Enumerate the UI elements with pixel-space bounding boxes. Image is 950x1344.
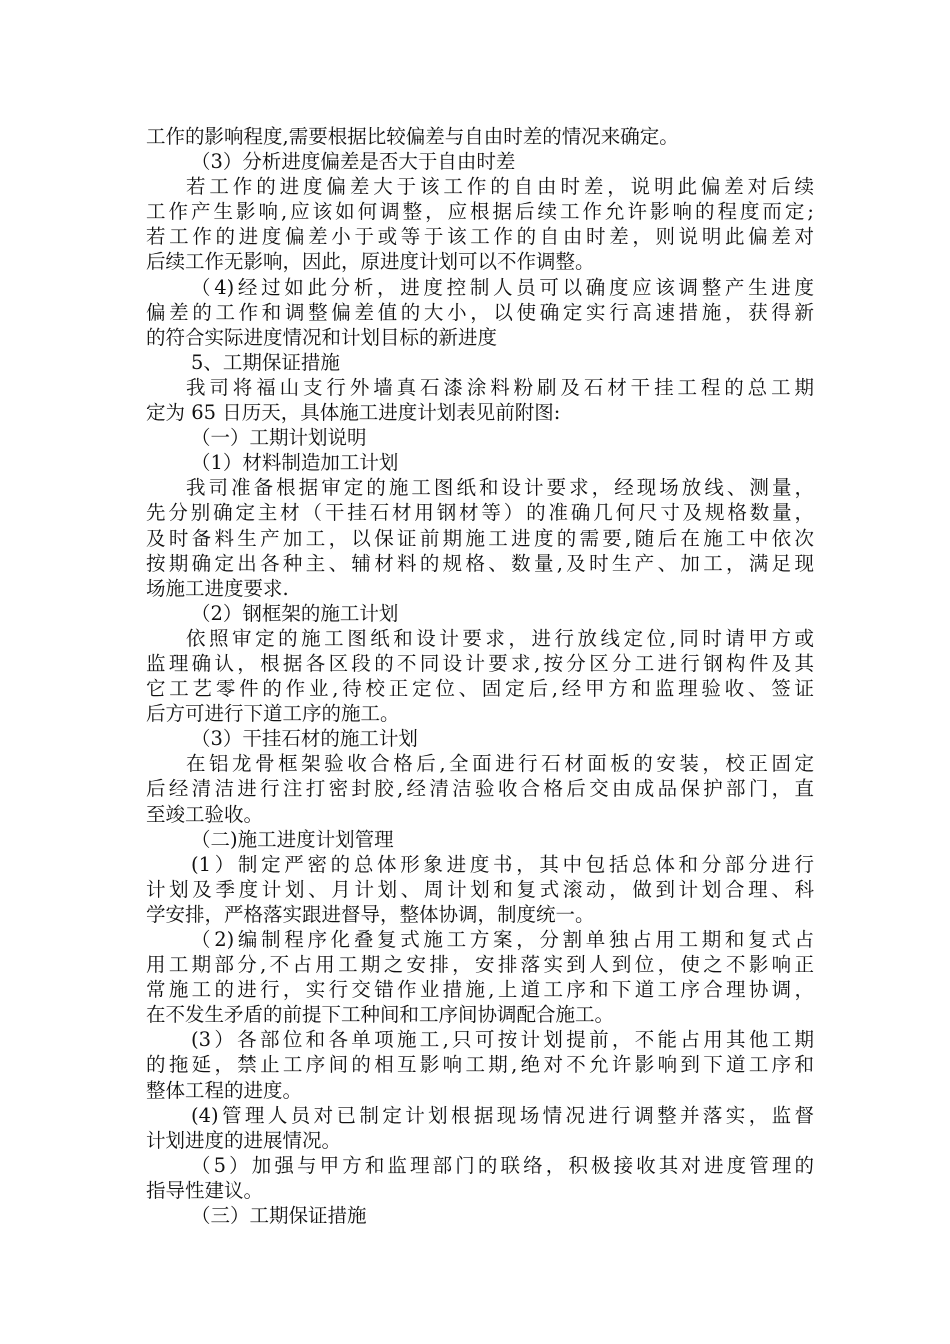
text-line: 后续工作无影响，因此，原进度计划可以不作调整。	[146, 250, 595, 274]
text-line: 若工作的进度偏差大于该工作的自由时差，说明此偏差对后续	[186, 175, 814, 199]
text-line: 我司准备根据审定的施工图纸和设计要求，经现场放线、测量，	[186, 476, 814, 500]
text-line: （2)编制程序化叠复式施工方案，分割单独占用工期和复式占	[191, 928, 814, 951]
text-line: (1）制定严密的总体形象进度书，其中包括总体和分部分进行	[191, 852, 814, 876]
text-line: 常施工的进行，实行交错作业措施,上道工序和下道工序合理协调，	[146, 978, 814, 1002]
text-line: 学安排，严格落实跟进督导，整体协调，制度统一。	[146, 902, 595, 926]
text-line: (4)管理人员对已制定计划根据现场情况进行调整并落实，监督	[191, 1103, 814, 1127]
subheading-line: （一）工期计划说明	[191, 426, 367, 450]
text-line: 计划及季度计划、月计划、周计划和复式滚动，做到计划合理、科	[146, 877, 814, 901]
text-line: 指导性建议。	[146, 1178, 264, 1202]
text-line: 偏差的工作和调整偏差值的大小，以使确定实行高速措施，获得新	[146, 300, 814, 324]
text-line: 先分别确定主材（干挂石材用钢材等）的准确几何尺寸及规格数量，	[146, 501, 814, 525]
text-line: 的符合实际进度情况和计划目标的新进度	[146, 325, 498, 349]
text-line: 监理确认，根据各区段的不同设计要求,按分区分工进行钢构件及其	[146, 651, 814, 675]
subheading-line: （二)施工进度计划管理	[191, 827, 394, 851]
text-line: 工作产生影响,应该如何调整，应根据后续工作允许影响的程度而定;	[146, 200, 814, 224]
subheading-line: （2）钢框架的施工计划	[191, 601, 399, 625]
text-line: 工作的影响程度,需要根据比较偏差与自由时差的情况来确定。	[146, 125, 679, 148]
text-line: 我司将福山支行外墙真石漆涂料粉刷及石材干挂工程的总工期	[186, 375, 814, 399]
text-line: 及时备料生产加工，以保证前期施工进度的需要,随后在施工中依次	[146, 526, 814, 550]
text-line: 后经清洁进行注打密封胶,经清洁验收合格后交由成品保护部门，直	[146, 777, 814, 801]
body-text	[146, 124, 814, 1228]
text-line: （4)经过如此分析，进度控制人员可以确度应该调整产生进度	[191, 275, 814, 299]
text-line: 在铝龙骨框架验收合格后,全面进行石材面板的安装，校正固定	[186, 752, 814, 776]
text-line: 按期确定出各种主、辅材料的规格、数量,及时生产、加工，满足现	[146, 551, 814, 575]
text-line: 依照审定的施工图纸和设计要求，进行放线定位,同时请甲方或	[186, 626, 814, 650]
text-line: 若工作的进度偏差小于或等于该工作的自由时差，则说明此偏差对	[146, 225, 814, 249]
text-line: 场施工进度要求.	[146, 576, 289, 600]
text-line: (3）各部位和各单项施工,只可按计划提前，不能占用其他工期	[191, 1028, 814, 1052]
text-line: 在不发生矛盾的前提下工种间和工序间协调配合施工。	[146, 1003, 615, 1027]
text-line: 至竣工验收。	[146, 802, 264, 826]
text-line: 用工期部分,不占用工期之安排，安排落实到人到位，使之不影响正	[146, 953, 814, 977]
text-line: 它工艺零件的作业,待校正定位、固定后,经甲方和监理验收、签证	[146, 677, 814, 701]
text-line: 计划进度的进展情况。	[146, 1128, 342, 1152]
subheading-line: （3）分析进度偏差是否大于自由时差	[191, 150, 516, 174]
text-line: （5）加强与甲方和监理部门的联络，积极接收其对进度管理的	[191, 1153, 814, 1177]
text-line: 的拖延，禁止工序间的相互影响工期,绝对不允许影响到下道工序和	[146, 1053, 814, 1077]
text-line: 整体工程的进度。	[146, 1078, 303, 1102]
text-line: 定为 65 日历天，具体施工进度计划表见前附图:	[146, 401, 561, 425]
subheading-line: （3）干挂石材的施工计划	[191, 727, 418, 751]
text-line: 后方可进行下道工序的施工。	[146, 702, 400, 726]
subheading-line: （三）工期保证措施	[191, 1204, 367, 1228]
section-heading: 5、工期保证措施	[191, 350, 340, 374]
subheading-line: （1）材料制造加工计划	[191, 451, 399, 475]
